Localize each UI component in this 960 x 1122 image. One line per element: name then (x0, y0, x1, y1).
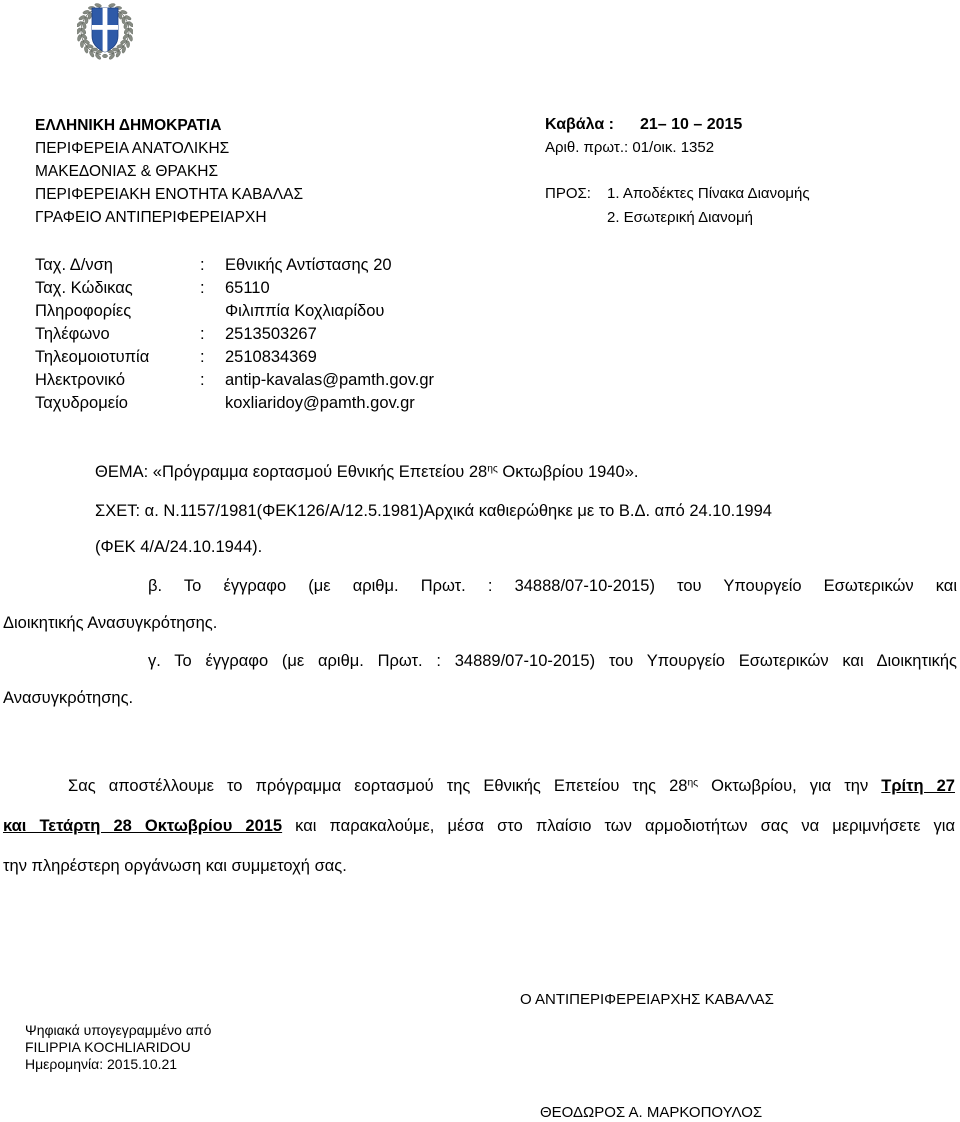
wreath-leaf (112, 48, 119, 51)
contact-separator (200, 300, 225, 323)
body-emphasis-date: και Τετάρτη 28 Οκτωβρίου 2015 (3, 817, 283, 835)
reference-c-continuation: Ανασυγκρότησης. (3, 689, 134, 707)
body-line-3: την πληρέστερη οργάνωση και συμμετοχή σας. (3, 857, 347, 875)
contact-value: antip-kavalas@pamth.gov.gr (225, 371, 435, 389)
subject-superscript: ης (487, 463, 498, 475)
signatory-name: ΘΕΟΔΩΡΟΣ Α. ΜΑΡΚΟΠΟΥΛΟΣ (540, 1104, 763, 1121)
subject-text: «Πρόγραμμα εορτασμού Εθνικής Επετείου 28 (152, 463, 488, 481)
contact-separator: : (200, 279, 205, 297)
contact-row-address (35, 254, 434, 277)
wreath-ribbon (102, 54, 107, 58)
contact-separator: : (200, 325, 205, 343)
authority-country: ΕΛΛΗΝΙΚΗ ΔΗΜΟΚΡΑΤΙΑ (35, 117, 222, 134)
contact-value: 65110 (225, 279, 270, 297)
contact-separator: : (200, 256, 205, 274)
contact-value: Φιλιππία Κοχλιαρίδου (225, 302, 385, 320)
body-emphasis-date: Τρίτη 27 (881, 777, 955, 795)
subject-label: ΘΕΜΑ: (95, 463, 149, 481)
place-label: Καβάλα : (545, 116, 614, 133)
contact-value: 2513503267 (225, 325, 317, 343)
contact-label: Ταχ. Κώδικας (35, 279, 133, 297)
authority-region-cont: ΜΑΚΕΔΟΝΙΑΣ & ΘΡΑΚΗΣ (35, 163, 219, 180)
document-date: 21– 10 – 2015 (640, 116, 743, 133)
authority-unit: ΠΕΡΙΦΕΡΕΙΑΚΗ ΕΝΟΤΗΤΑ ΚΑΒΑΛΑΣ (35, 186, 304, 203)
greek-coat-of-arms-icon (77, 0, 133, 72)
contact-row-information (35, 300, 434, 323)
reference-a-continuation: (ΦΕΚ 4/Α/24.10.1944). (95, 538, 263, 556)
reference-b-line: β. Το έγγραφο (με αριθμ. Πρωτ. : 34888/07-10-2015) του Υπουργείο Εσωτερικών και (148, 577, 957, 595)
reference-a-line (95, 500, 772, 522)
body-text: Σας αποστέλλουμε το πρόγραμμα εορτασμού της Εθνικής Επετείου της 28 (68, 777, 688, 795)
contact-separator (200, 392, 225, 415)
wreath-leaf (122, 17, 125, 24)
protocol-number: Αριθ. πρωτ.: 01/οικ. 1352 (545, 139, 715, 156)
wreath-leaf (128, 34, 133, 41)
contact-row-postcode (35, 277, 434, 300)
digital-signature-line: Ψηφιακά υπογεγραμμένο από (25, 1022, 212, 1038)
wreath-leaf (89, 50, 95, 57)
digital-signature-signer: FILIPPIA KOCHLIARIDOU (25, 1039, 191, 1055)
contact-label: Ταχ. Δ/νση (35, 256, 113, 274)
contact-separator: : (200, 348, 205, 366)
body-text: Οκτωβρίου, για την (698, 777, 882, 795)
contact-row-email-cont (35, 392, 434, 415)
body-superscript: ης (687, 777, 699, 789)
signatory-title: Ο ΑΝΤΙΠΕΡΙΦΕΡΕΙΑΡΧΗΣ ΚΑΒΑΛΑΣ (520, 991, 774, 1008)
wreath-leaf (115, 50, 121, 57)
subject-text-end: Οκτωβρίου 1940». (497, 463, 639, 481)
wreath-leaf (85, 17, 88, 24)
wreath-leaf (83, 39, 90, 45)
body-line-1 (68, 775, 955, 797)
wreath-leaf (120, 39, 127, 45)
recipients-label: ΠΡΟΣ: (545, 185, 591, 202)
reference-b-continuation: Διοικητικής Ανασυγκρότησης. (3, 614, 218, 632)
wreath-leaf (124, 15, 131, 21)
issuing-authority-block (35, 114, 303, 229)
contact-label: Ταχυδρομείο (35, 394, 128, 412)
wreath-leaf (108, 3, 115, 8)
contact-value: koxliaridoy@pamth.gov.gr (225, 394, 415, 412)
reference-a-text: α. Ν.1157/1981(ΦΕΚ126/Α/12.5.1981)Αρχικά καθιερώθηκε με το Β.Δ. από 24.10.1994 (144, 502, 772, 520)
contact-details (35, 254, 434, 415)
recipient-item: 2. Εσωτερική Διανομή (607, 209, 753, 226)
contact-label: Τηλέφωνο (35, 325, 110, 343)
reference-c-line: γ. Το έγγραφο (με αριθμ. Πρωτ. : 34889/07-10-2015) του Υπουργείο Εσωτερικών και Διοικητικής (148, 652, 957, 670)
contact-label: Ηλεκτρονικό (35, 371, 125, 389)
contact-label: Τηλεομοιοτυπία (35, 348, 150, 366)
body-text: και παρακαλούμε, μέσα στο πλαίσιο των αρμοδιοτήτων σας να μεριμνήσετε για (282, 817, 956, 835)
wreath-leaf (77, 34, 82, 41)
contact-row-email (35, 369, 434, 392)
wreath-leaf (78, 15, 85, 21)
contact-row-phone (35, 323, 434, 346)
authority-region: ΠΕΡΙΦΕΡΕΙΑ ΑΝΑΤΟΛΙΚΗΣ (35, 140, 230, 157)
subject-line (95, 461, 638, 483)
contact-row-fax (35, 346, 434, 369)
contact-label: Πληροφορίες (35, 302, 132, 320)
contact-value: 2510834369 (225, 348, 317, 366)
wreath-leaf (91, 48, 98, 51)
digital-signature-date: Ημερομηνία: 2015.10.21 (25, 1056, 178, 1072)
authority-office: ΓΡΑΦΕΙΟ ΑΝΤΙΠΕΡΙΦΕΡΕΙΑΡΧΗ (35, 209, 267, 226)
contact-separator: : (200, 371, 205, 389)
references-label: ΣΧΕΤ: (95, 502, 141, 520)
wreath-leaf (126, 41, 129, 48)
digital-signature-stamp (25, 1022, 211, 1073)
body-line-2 (3, 815, 955, 837)
recipient-item: 1. Αποδέκτες Πίνακα Διανομής (607, 185, 810, 202)
wreath-leaf (94, 3, 101, 8)
wreath-leaf (80, 41, 83, 48)
contact-value: Εθνικής Αντίστασης 20 (225, 256, 392, 274)
